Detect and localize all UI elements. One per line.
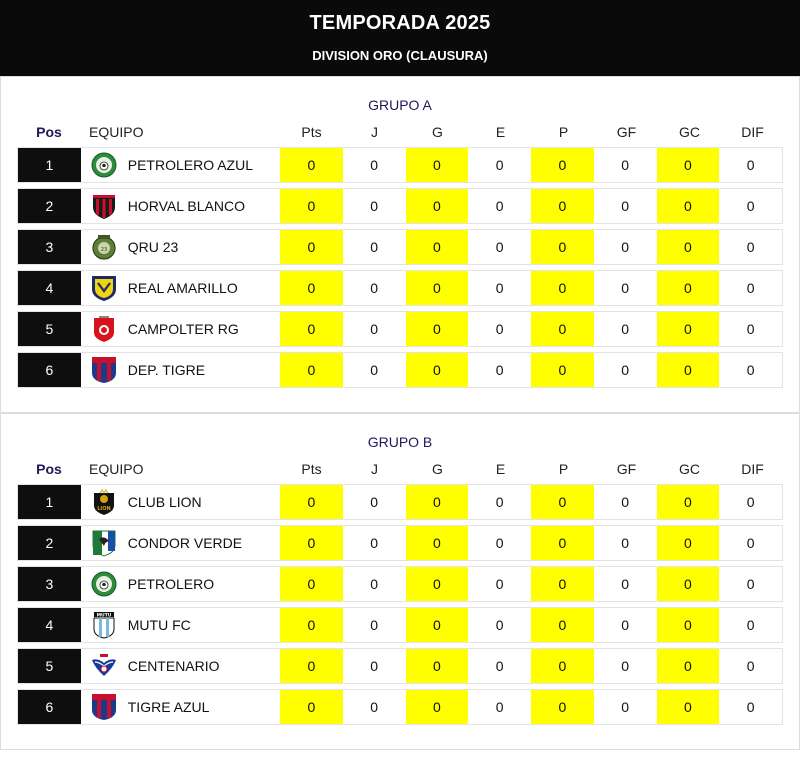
gf-cell: 0 bbox=[621, 239, 630, 255]
e-header: E bbox=[495, 461, 506, 477]
gc-cell: 0 bbox=[657, 271, 720, 305]
svg-text:LION: LION bbox=[97, 506, 111, 512]
gc-cell: 0 bbox=[657, 608, 720, 642]
position-cell: 4 bbox=[18, 608, 81, 642]
p-cell: 0 bbox=[531, 271, 594, 305]
team-name: CENTENARIO bbox=[127, 658, 220, 674]
gf-cell: 0 bbox=[621, 535, 630, 551]
e-cell: 0 bbox=[495, 321, 504, 337]
light-blue-stripes-crest-icon bbox=[91, 611, 117, 639]
gf-header: GF bbox=[616, 461, 637, 477]
j-cell: 0 bbox=[370, 535, 379, 551]
blue-red-stripes-crest-icon bbox=[91, 693, 117, 721]
dif-cell: 0 bbox=[746, 157, 755, 173]
gc-cell: 0 bbox=[657, 353, 720, 387]
gc-cell: 0 bbox=[657, 649, 720, 683]
p-header: P bbox=[558, 124, 569, 140]
svg-text:MUTU: MUTU bbox=[96, 613, 112, 619]
j-cell: 0 bbox=[370, 362, 379, 378]
j-cell: 0 bbox=[370, 239, 379, 255]
g-cell: 0 bbox=[406, 271, 469, 305]
table-row bbox=[17, 352, 783, 388]
gf-header: GF bbox=[616, 124, 637, 140]
red-shield-crest-icon bbox=[91, 315, 117, 343]
team-cell bbox=[81, 271, 280, 305]
team-name: PETROLERO bbox=[127, 576, 215, 592]
red-black-stripes-crest-icon bbox=[91, 192, 117, 220]
group-title: GRUPO A bbox=[368, 97, 432, 113]
table-row bbox=[17, 229, 783, 265]
team-name: QRU 23 bbox=[127, 239, 179, 255]
team-name: REAL AMARILLO bbox=[127, 280, 238, 296]
dif-cell: 0 bbox=[746, 699, 755, 715]
e-cell: 0 bbox=[495, 699, 504, 715]
team-header: EQUIPO bbox=[89, 461, 144, 477]
e-cell: 0 bbox=[495, 362, 504, 378]
position-cell: 2 bbox=[18, 189, 81, 223]
e-cell: 0 bbox=[495, 535, 504, 551]
table-row bbox=[17, 188, 783, 224]
p-cell: 0 bbox=[531, 485, 594, 519]
page-subtitle: DIVISION ORO (CLAUSURA) bbox=[312, 48, 488, 63]
table-row bbox=[17, 484, 783, 520]
gf-cell: 0 bbox=[621, 658, 630, 674]
gf-cell: 0 bbox=[621, 617, 630, 633]
p-cell: 0 bbox=[531, 567, 594, 601]
group-b-panel bbox=[0, 413, 800, 750]
gc-cell: 0 bbox=[657, 148, 720, 182]
e-cell: 0 bbox=[495, 157, 504, 173]
team-cell bbox=[81, 649, 280, 683]
g-cell: 0 bbox=[406, 485, 469, 519]
e-cell: 0 bbox=[495, 198, 504, 214]
p-header: P bbox=[558, 461, 569, 477]
team-cell bbox=[81, 353, 280, 387]
table-row bbox=[17, 147, 783, 183]
svg-text:23: 23 bbox=[100, 247, 107, 253]
gc-cell: 0 bbox=[657, 312, 720, 346]
team-name: HORVAL BLANCO bbox=[127, 198, 245, 214]
team-cell bbox=[81, 230, 280, 264]
position-cell: 5 bbox=[18, 649, 81, 683]
pts-cell: 0 bbox=[280, 312, 343, 346]
team-cell bbox=[81, 608, 280, 642]
team-cell bbox=[81, 485, 280, 519]
j-cell: 0 bbox=[370, 280, 379, 296]
position-cell: 1 bbox=[18, 485, 81, 519]
p-cell: 0 bbox=[531, 608, 594, 642]
table-row bbox=[17, 607, 783, 643]
gc-cell: 0 bbox=[657, 690, 720, 724]
j-header: J bbox=[371, 124, 378, 140]
team-name: CONDOR VERDE bbox=[127, 535, 243, 551]
gc-header: GC bbox=[679, 461, 700, 477]
yellow-checkered-shield-crest-icon bbox=[91, 274, 117, 302]
group-a-panel bbox=[0, 76, 800, 413]
pos-header: Pos bbox=[36, 461, 62, 477]
gf-cell: 0 bbox=[621, 362, 630, 378]
team-name: MUTU FC bbox=[127, 617, 191, 633]
position-cell: 2 bbox=[18, 526, 81, 560]
g-cell: 0 bbox=[406, 312, 469, 346]
page-header bbox=[0, 0, 800, 76]
table-header bbox=[1, 454, 799, 484]
pts-cell: 0 bbox=[280, 649, 343, 683]
team-name: DEP. TIGRE bbox=[127, 362, 206, 378]
dif-cell: 0 bbox=[746, 239, 755, 255]
black-gold-lion-crest-icon bbox=[91, 488, 117, 516]
j-cell: 0 bbox=[370, 157, 379, 173]
dif-cell: 0 bbox=[746, 321, 755, 337]
e-cell: 0 bbox=[495, 576, 504, 592]
p-cell: 0 bbox=[531, 189, 594, 223]
team-cell bbox=[81, 567, 280, 601]
gf-cell: 0 bbox=[621, 157, 630, 173]
green-ball-crest-icon bbox=[91, 151, 117, 179]
team-cell bbox=[81, 690, 280, 724]
gc-cell: 0 bbox=[657, 189, 720, 223]
p-cell: 0 bbox=[531, 353, 594, 387]
dif-cell: 0 bbox=[746, 198, 755, 214]
blue-red-wings-crest-icon bbox=[91, 652, 117, 680]
j-cell: 0 bbox=[370, 321, 379, 337]
pts-cell: 0 bbox=[280, 608, 343, 642]
p-cell: 0 bbox=[531, 649, 594, 683]
page-title: TEMPORADA 2025 bbox=[309, 12, 491, 34]
g-cell: 0 bbox=[406, 526, 469, 560]
green-ball-crest-icon bbox=[91, 570, 117, 598]
p-cell: 0 bbox=[531, 312, 594, 346]
gf-cell: 0 bbox=[621, 321, 630, 337]
blue-red-stripes-crest-icon bbox=[91, 356, 117, 384]
team-cell bbox=[81, 189, 280, 223]
g-cell: 0 bbox=[406, 148, 469, 182]
dif-cell: 0 bbox=[746, 617, 755, 633]
pts-cell: 0 bbox=[280, 189, 343, 223]
table-row bbox=[17, 270, 783, 306]
dif-cell: 0 bbox=[746, 494, 755, 510]
position-cell: 6 bbox=[18, 353, 81, 387]
j-cell: 0 bbox=[370, 494, 379, 510]
gc-cell: 0 bbox=[657, 485, 720, 519]
table-row bbox=[17, 311, 783, 347]
team-name: PETROLERO AZUL bbox=[127, 157, 254, 173]
gc-cell: 0 bbox=[657, 526, 720, 560]
green-blue-condor-crest-icon bbox=[91, 529, 117, 557]
j-cell: 0 bbox=[370, 658, 379, 674]
gf-cell: 0 bbox=[621, 576, 630, 592]
team-cell bbox=[81, 526, 280, 560]
position-cell: 6 bbox=[18, 690, 81, 724]
gc-cell: 0 bbox=[657, 567, 720, 601]
e-cell: 0 bbox=[495, 239, 504, 255]
pts-cell: 0 bbox=[280, 526, 343, 560]
j-cell: 0 bbox=[370, 576, 379, 592]
g-header: G bbox=[432, 461, 443, 477]
gf-cell: 0 bbox=[621, 280, 630, 296]
position-cell: 4 bbox=[18, 271, 81, 305]
j-cell: 0 bbox=[370, 198, 379, 214]
j-header: J bbox=[371, 461, 378, 477]
p-cell: 0 bbox=[531, 690, 594, 724]
e-cell: 0 bbox=[495, 617, 504, 633]
position-cell: 3 bbox=[18, 230, 81, 264]
group-b-rows bbox=[1, 484, 799, 725]
group-a-rows bbox=[1, 147, 799, 388]
pts-header: Pts bbox=[301, 124, 322, 140]
team-name: TIGRE AZUL bbox=[127, 699, 210, 715]
pts-cell: 0 bbox=[280, 567, 343, 601]
dif-cell: 0 bbox=[746, 280, 755, 296]
gf-cell: 0 bbox=[621, 494, 630, 510]
g-cell: 0 bbox=[406, 189, 469, 223]
pts-cell: 0 bbox=[280, 353, 343, 387]
g-cell: 0 bbox=[406, 608, 469, 642]
g-cell: 0 bbox=[406, 567, 469, 601]
team-header: EQUIPO bbox=[89, 124, 144, 140]
position-cell: 3 bbox=[18, 567, 81, 601]
g-cell: 0 bbox=[406, 230, 469, 264]
dif-header: DIF bbox=[741, 124, 764, 140]
pts-cell: 0 bbox=[280, 148, 343, 182]
e-cell: 0 bbox=[495, 494, 504, 510]
j-cell: 0 bbox=[370, 617, 379, 633]
pts-cell: 0 bbox=[280, 485, 343, 519]
dif-cell: 0 bbox=[746, 535, 755, 551]
table-header bbox=[1, 117, 799, 147]
g-cell: 0 bbox=[406, 649, 469, 683]
gc-header: GC bbox=[679, 124, 700, 140]
g-cell: 0 bbox=[406, 690, 469, 724]
table-row bbox=[17, 689, 783, 725]
gf-cell: 0 bbox=[621, 198, 630, 214]
pts-cell: 0 bbox=[280, 271, 343, 305]
g-header: G bbox=[432, 124, 443, 140]
g-cell: 0 bbox=[406, 353, 469, 387]
dif-header: DIF bbox=[741, 461, 764, 477]
table-row bbox=[17, 566, 783, 602]
position-cell: 1 bbox=[18, 148, 81, 182]
pts-cell: 0 bbox=[280, 690, 343, 724]
team-cell bbox=[81, 312, 280, 346]
group-title: GRUPO B bbox=[367, 434, 433, 450]
team-name: CAMPOLTER RG bbox=[127, 321, 239, 337]
dif-cell: 0 bbox=[746, 362, 755, 378]
e-cell: 0 bbox=[495, 280, 504, 296]
position-cell: 5 bbox=[18, 312, 81, 346]
pts-cell: 0 bbox=[280, 230, 343, 264]
e-cell: 0 bbox=[495, 658, 504, 674]
dif-cell: 0 bbox=[746, 658, 755, 674]
gf-cell: 0 bbox=[621, 699, 630, 715]
j-cell: 0 bbox=[370, 699, 379, 715]
gc-cell: 0 bbox=[657, 230, 720, 264]
pos-header: Pos bbox=[36, 124, 62, 140]
p-cell: 0 bbox=[531, 148, 594, 182]
green-round-crest-icon bbox=[91, 233, 117, 261]
table-row bbox=[17, 648, 783, 684]
p-cell: 0 bbox=[531, 526, 594, 560]
p-cell: 0 bbox=[531, 230, 594, 264]
dif-cell: 0 bbox=[746, 576, 755, 592]
team-cell bbox=[81, 148, 280, 182]
e-header: E bbox=[495, 124, 506, 140]
pts-header: Pts bbox=[301, 461, 322, 477]
table-row bbox=[17, 525, 783, 561]
team-name: CLUB LION bbox=[127, 494, 202, 510]
